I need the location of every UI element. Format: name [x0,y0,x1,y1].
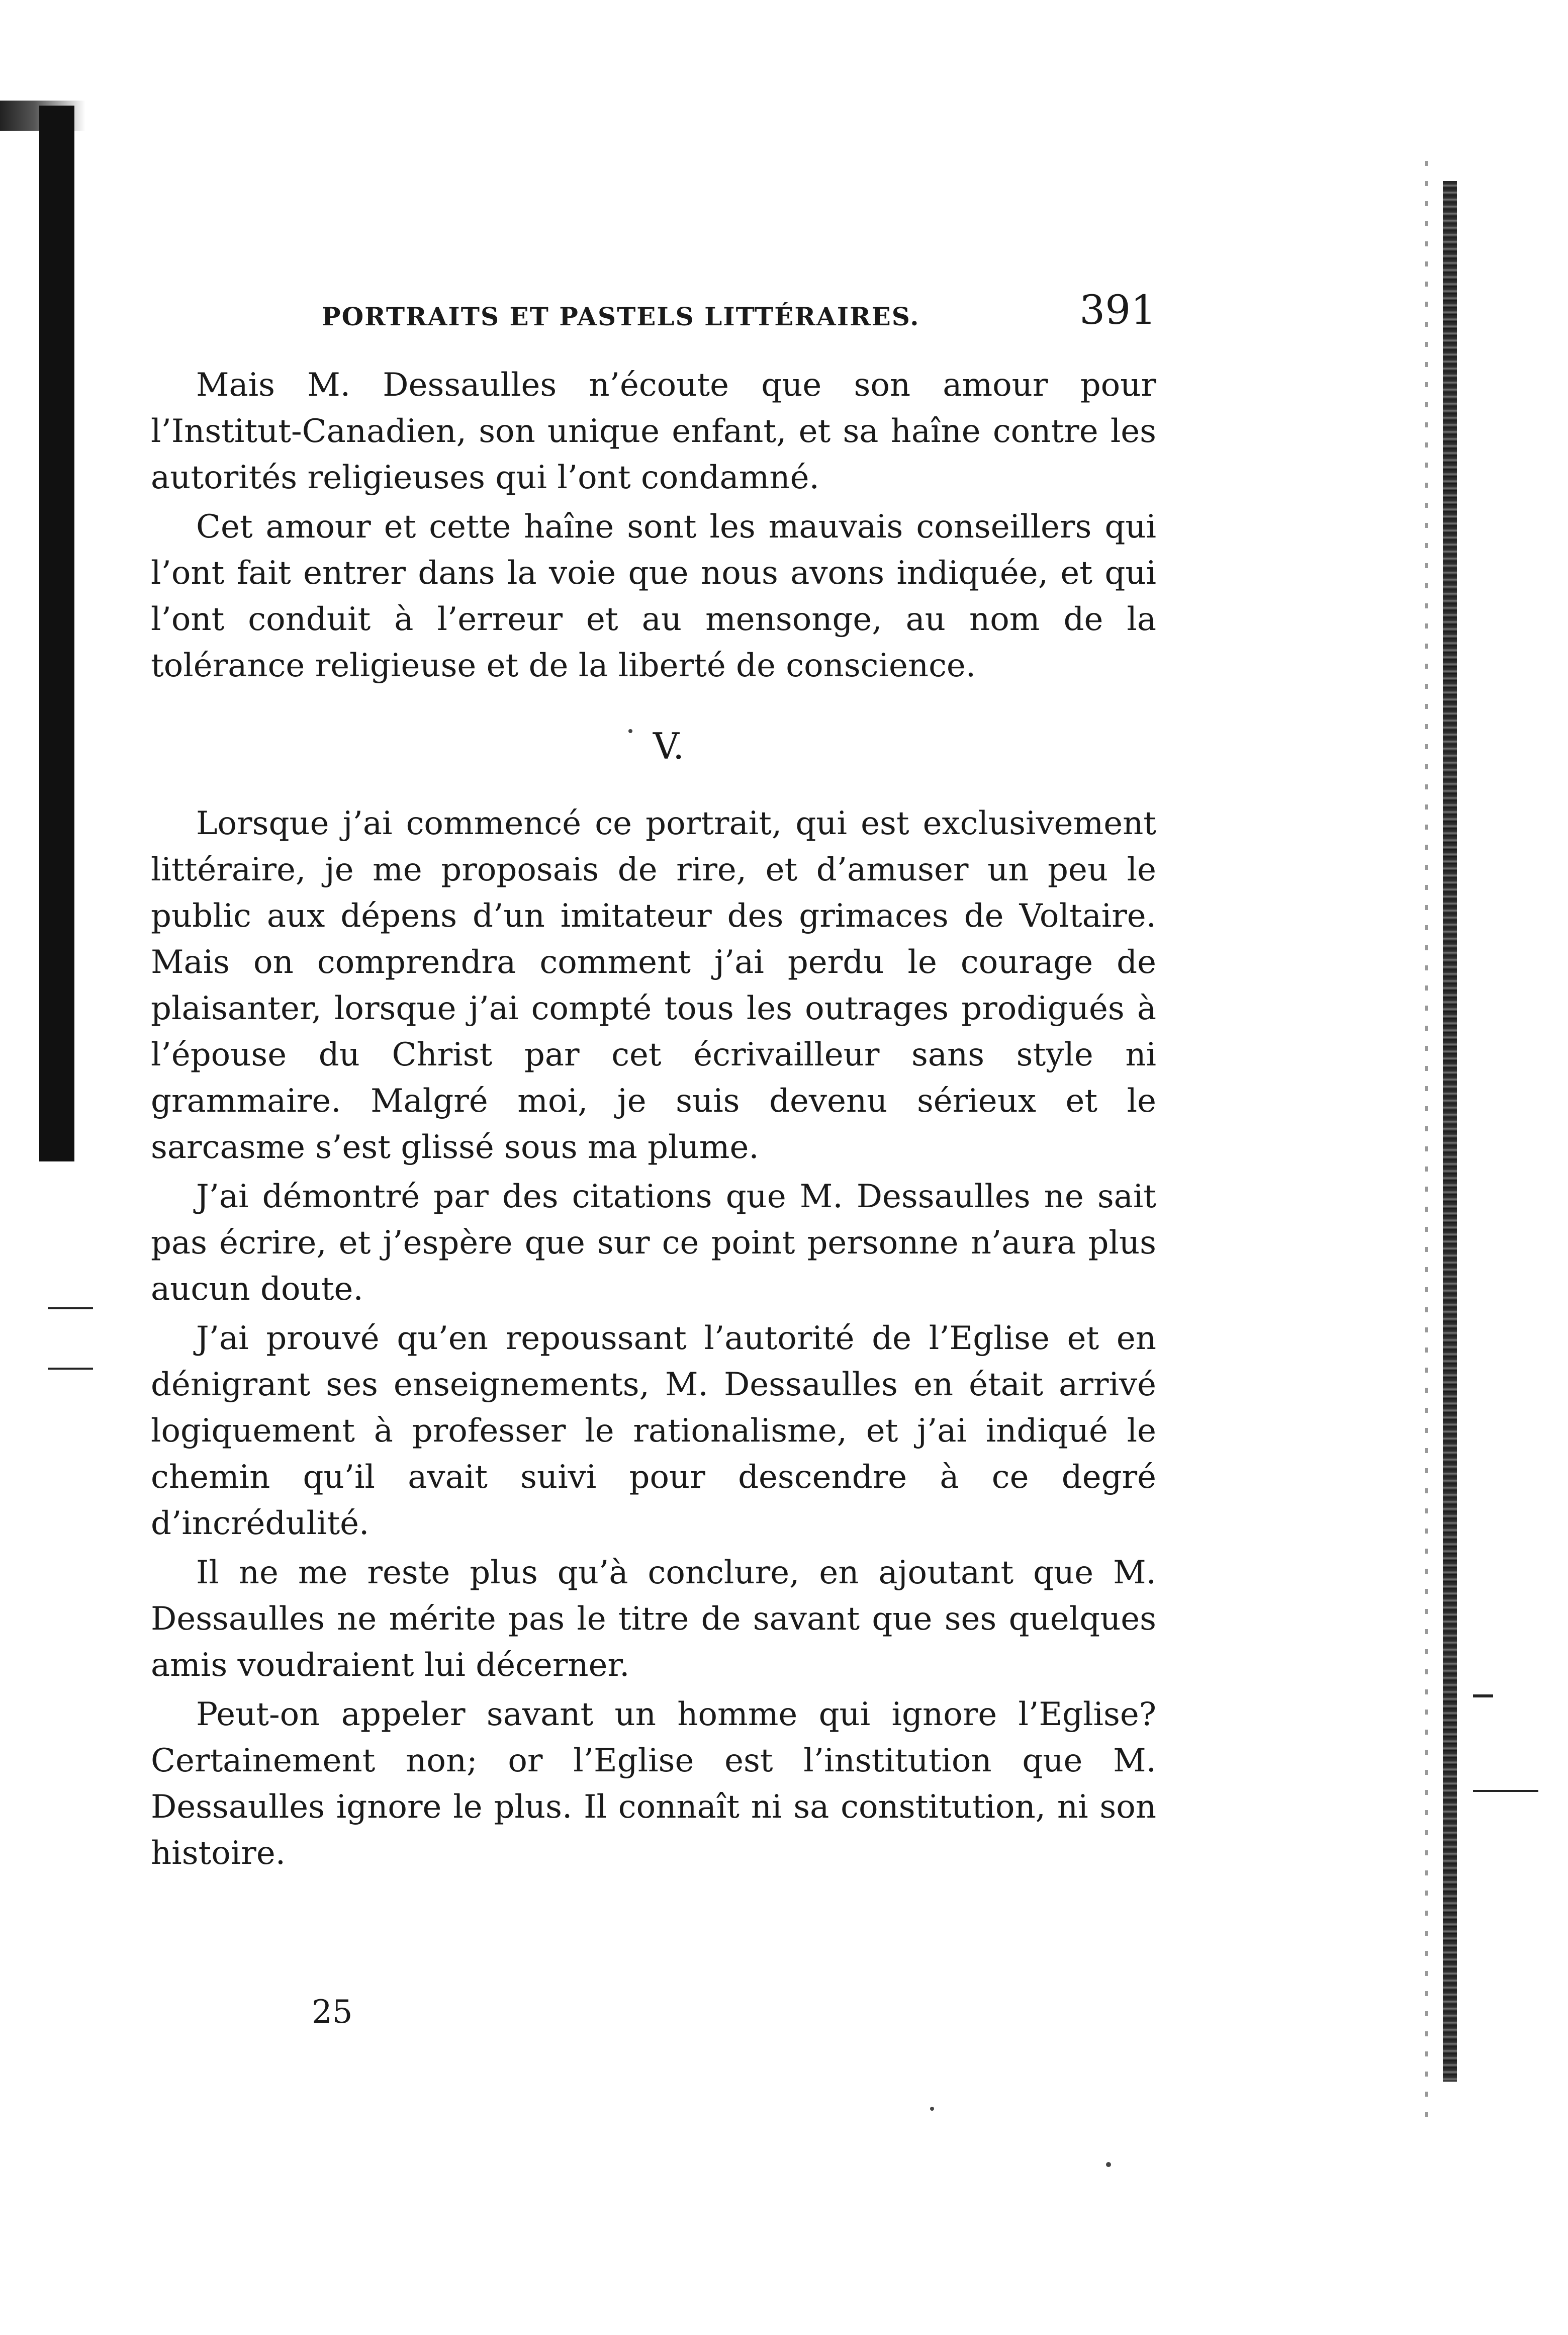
running-title: PORTRAITS ET PASTELS LITTÉRAIRES. [322,302,920,331]
section-heading: V. [653,725,685,767]
page-number: 391 [1079,287,1156,333]
paragraph: J’ai prouvé qu’en repoussant l’autorité de l’Eglise et en dénigrant ses enseignements, M. Dessaulles en était arrivé logiquement à professer le rationalisme, et j’ai indiqué le chemin qu’il avait suivi pour descendre à ce degré d’incrédulité. [151,1320,1156,1542]
scan-dash-mark [48,1307,93,1309]
scan-page-edge [1443,181,1457,2082]
running-header [322,287,1156,342]
paragraph: Cet amour et cette haîne sont les mauvais conseillers qui l’ont fait entrer dans la voie que nous avons indiquée, et qui l’ont conduit à l’erreur et au mensonge, au nom de la tolérance religieuse et de la liberté de conscience. [151,508,1156,684]
scan-dash-mark [1473,1790,1538,1792]
scan-dash-mark [48,1368,93,1370]
page-body [151,362,1156,1879]
signature-mark: 25 [312,1994,353,2031]
paragraph: Mais M. Dessaulles n’écoute que son amour pour l’Institut-Canadien, son unique enfant, et sa haîne contre les autorités religieuses qui l’ont condamné. [151,367,1156,496]
paragraph: Il ne me reste plus qu’à conclure, en ajoutant que M. Dessaulles ne mérite pas le titre de savant que ses quelques amis voudraient lui décerner. [151,1554,1156,1684]
scan-speck [930,2107,934,2111]
scan-speck [1106,2162,1111,2167]
scan-dash-mark [1473,1694,1493,1697]
paragraph: J’ai démontré par des citations que M. Dessaulles ne sait pas écrire, et j’espère que sur ce point personne n’aura plus aucun doute. [151,1178,1156,1308]
scan-binding-shadow [39,106,74,1161]
paragraph: Lorsque j’ai commencé ce portrait, qui est exclusivement littéraire, je me proposais de rire, et d’amuser un peu le public aux dépens d’un imitateur des grimaces de Voltaire. Mais on comprendra comment j’ai perdu le courage de plaisanter, lorsque j’ai compté tous les outrages prodigués à l’épouse du Christ par cet écrivailleur sans style ni grammaire. Malgré moi, je suis devenu sérieux et le sarcasme s’est glissé sous ma plume. [151,805,1156,1166]
scan-edge-line [1425,161,1428,2122]
paragraph: Peut-on appeler savant un homme qui ignore l’Eglise? Certainement non; or l’Eglise est l’institution que M. Dessaulles ignore le plus. Il connaît ni sa constitution, ni son histoire. [151,1696,1156,1872]
